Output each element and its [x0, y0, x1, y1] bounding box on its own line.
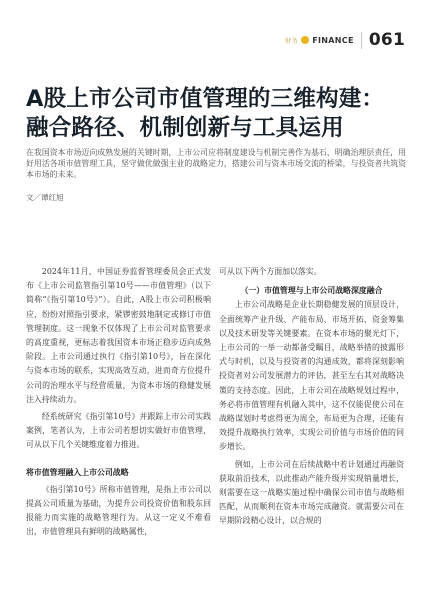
paragraph: 上市公司战略是企业长期稳健发展的顶层设计，全面统筹产业升级、产能布局、市场开拓、资金筹集以及技术研发等关键要素。在资本市场的聚光灯下，上市公司的一举一动都备受瞩目，战略举措的披露形式与时机，以及与投资者的沟通成效，都将深刻影响投资者对公司发展潜力的评估，甚至左右其对战略决策的支持态度。因此，上市公司在战略规划过程中，务必将市值管理有机融入其中，这不仅能促使公司在战略谋划时考虑得更为周全，布局更为合理，还能有效提升战略执行效率，实现公司价值与市场价值的同步增长。: [219, 300, 404, 452]
paragraph: 2024年11月，中国证券监督管理委员会正式发布《上市公司监管指引第10号——市值管理》（以下简称“《指引第10号》”）。自此，A股上市公司积极响应，纷纷对照指引要求，紧锣密鼓地制定或修订市值管理制度。这一现象不仅体现了上市公司对监管要求的高度重视，更标志着我国资本市场正稳步迈向成熟阶段。上市公司通过执行《指引第10号》，旨在深化与资本市场的联系，实现高效互动，进而奇方位提升公司的治理水平与经营质量，为资本市场的稳健发展注入持续动力。: [26, 267, 211, 404]
section-label-en: FINANCE: [312, 35, 354, 45]
paragraph: 例如，上市公司在后续战略中若计划通过再融资获取前沿技术，以此推动产能升级并实现销量增长，则需要在这一战略实施过程中确保公司市值与战略相匹配，从而顺利在资本市场完成融资。就需要公司在早期阶段精心设计，以合规的: [219, 459, 404, 526]
page-header: [285, 30, 405, 50]
header-divider: [361, 32, 362, 49]
section-dot-icon: [301, 36, 309, 44]
section-heading: 将市值管理融入上市公司战略: [26, 467, 129, 477]
article-abstract: 在我国资本市场迈向成熟发展的关键时期，上市公司应将制度建设与机制完善作为基石，明确治理层责任，用好用活各项市值管理工具，坚守做优做强主业的战略定力，搭建公司与资本市场交流的桥梁，与投资者共筑资本市场的未来。: [26, 148, 406, 179]
article-title: [26, 85, 384, 143]
body-column-right: [219, 265, 404, 529]
paragraph: 《指引第10号》所称市值管理，是指上市公司以提高公司质量为基础，为提升公司投资价值和股东回报能力而实施的战略管理行为。从这一定义不难看出，市值管理具有鲜明的战略属性，: [26, 484, 211, 537]
page-number: 061: [368, 30, 405, 50]
paragraph: 经系统研究《指引第10号》并跟踪上市公司实践案例，笔者认为，上市公司若想切实做好市值管理，可从以下几个关键维度着力推进。: [26, 412, 211, 450]
article-author: 文／谭红旭: [26, 193, 64, 202]
title-line-1: A股上市公司市值管理的三维构建：: [26, 86, 385, 112]
body-column-left: [26, 265, 211, 540]
paragraph: 可从以下两个方面加以落实。: [219, 267, 322, 276]
title-line-2: 融合路径、机制创新与工具运用: [26, 115, 344, 141]
subsection-heading: （一）市值管理与上市公司战略深度融合: [240, 286, 383, 296]
section-label-cn: 财务: [285, 37, 299, 45]
